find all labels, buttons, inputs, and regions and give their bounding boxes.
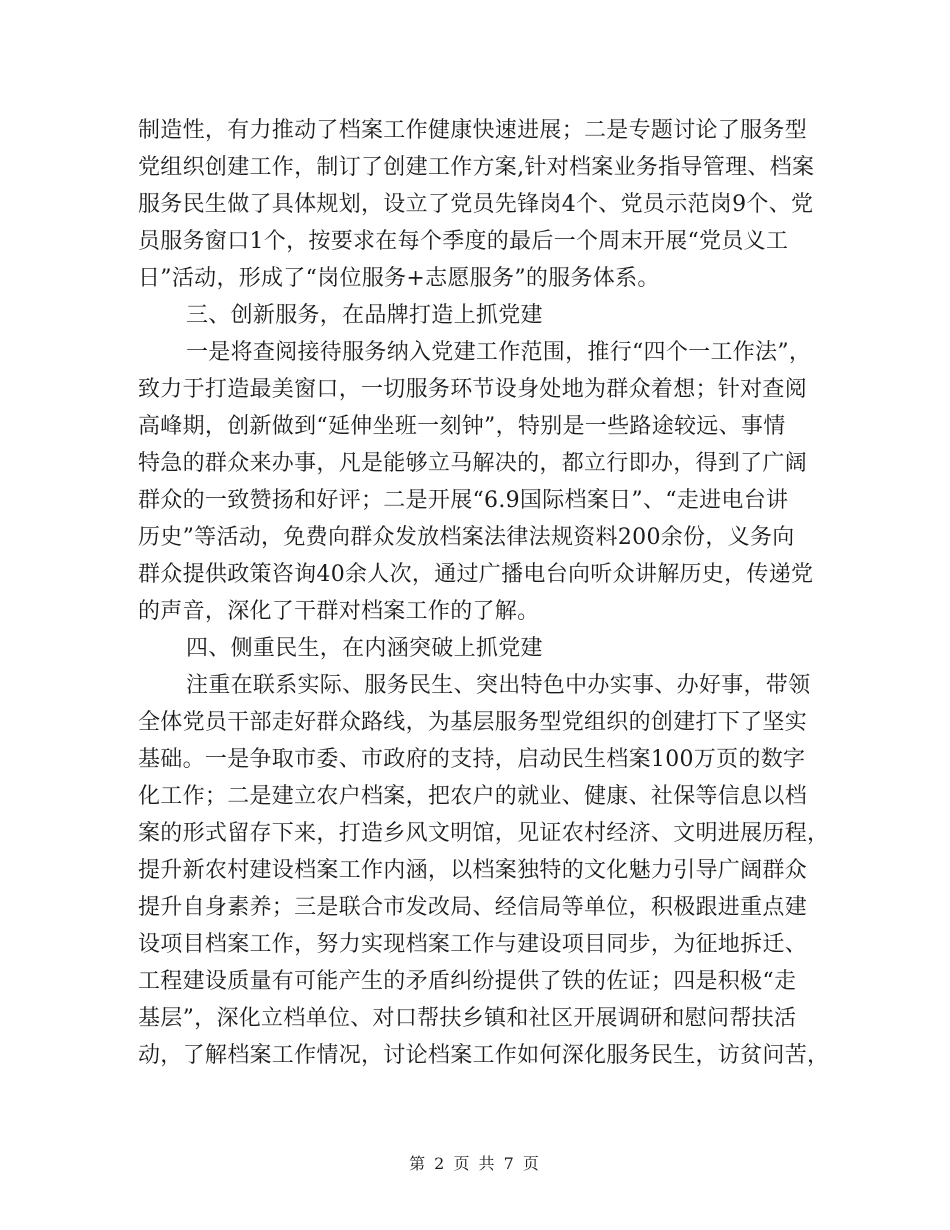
text-line: 群众的一致赞扬和好评；二是开展“6.9国际档案日”、“走进电台讲 — [138, 488, 789, 513]
section-heading: 四、侧重民生，在内涵突破上抓党建 — [186, 636, 543, 661]
text-line: 工程建设质量有可能产生的矛盾纠纷提供了铁的佐证；四是积极“走 — [138, 969, 797, 994]
section-heading: 三、创新服务，在品牌打造上抓党建 — [186, 303, 543, 328]
text-line: 制造性，有力推动了档案工作健康快速进展；二是专题讨论了服务型 — [138, 118, 808, 143]
text-line: 注重在联系实际、服务民生、突出特色中办实事、办好事，带领 — [186, 673, 811, 698]
text-line: 提升新农村建设档案工作内涵，以档案独特的文化魅力引导广阔群众 — [138, 858, 808, 883]
text-line: 一是将查阅接待服务纳入党建工作范围，推行“四个一工作法”， — [186, 340, 812, 365]
text-line: 的声音，深化了干群对档案工作的了解。 — [138, 599, 540, 624]
text-line: 全体党员干部走好群众路线，为基层服务型党组织的创建打下了坚实 — [138, 710, 808, 735]
text-line: 日”活动，形成了“岗位服务+志愿服务”的服务体系。 — [138, 266, 660, 291]
text-line: 基层”，深化立档单位、对口帮扶乡镇和社区开展调研和慰问帮扶活 — [138, 1006, 797, 1031]
text-line: 历史”等活动，免费向群众发放档案法律法规资料200余份，义务向 — [138, 525, 795, 550]
text-line: 提升自身素养；三是联合市发改局、经信局等单位，积极跟进重点建 — [138, 895, 808, 920]
text-line: 基础。一是争取市委、市政府的支持，启动民生档案100万页的数字 — [138, 747, 806, 772]
text-line: 化工作；二是建立农户档案，把农户的就业、健康、社保等信息以档 — [138, 784, 808, 809]
text-line: 党组织创建工作，制订了创建工作方案,针对档案业务指导管理、档案 — [138, 155, 815, 180]
text-line: 高峰期，创新做到“延伸坐班一刻钟”，特别是一些路途较远、事情 — [138, 414, 786, 439]
text-line: 服务民生做了具体规划，设立了党员先锋岗4个、党员示范岗9个、党 — [138, 192, 814, 217]
text-line: 群众提供政策咨询40余人次，通过广播电台向听众讲解历史，传递党 — [138, 562, 814, 587]
text-line: 设项目档案工作，努力实现档案工作与建设项目同步，为征地拆迁、 — [138, 932, 808, 957]
page-number-footer: 第 2 页 共 7 页 — [409, 1154, 541, 1173]
text-line: 动，了解档案工作情况，讨论档案工作如何深化服务民生，访贫问苦， — [138, 1043, 830, 1068]
text-line: 员服务窗口1个，按要求在每个季度的最后一个周末开展“党员义工 — [138, 229, 789, 254]
text-line: 致力于打造最美窗口，一切服务环节设身处地为群众着想；针对查阅 — [138, 377, 808, 402]
text-line: 案的形式留存下来，打造乡风文明馆，见证农村经济、文明进展历程， — [138, 821, 830, 846]
text-line: 特急的群众来办事，凡是能够立马解决的，都立行即办，得到了广阔 — [138, 451, 808, 476]
